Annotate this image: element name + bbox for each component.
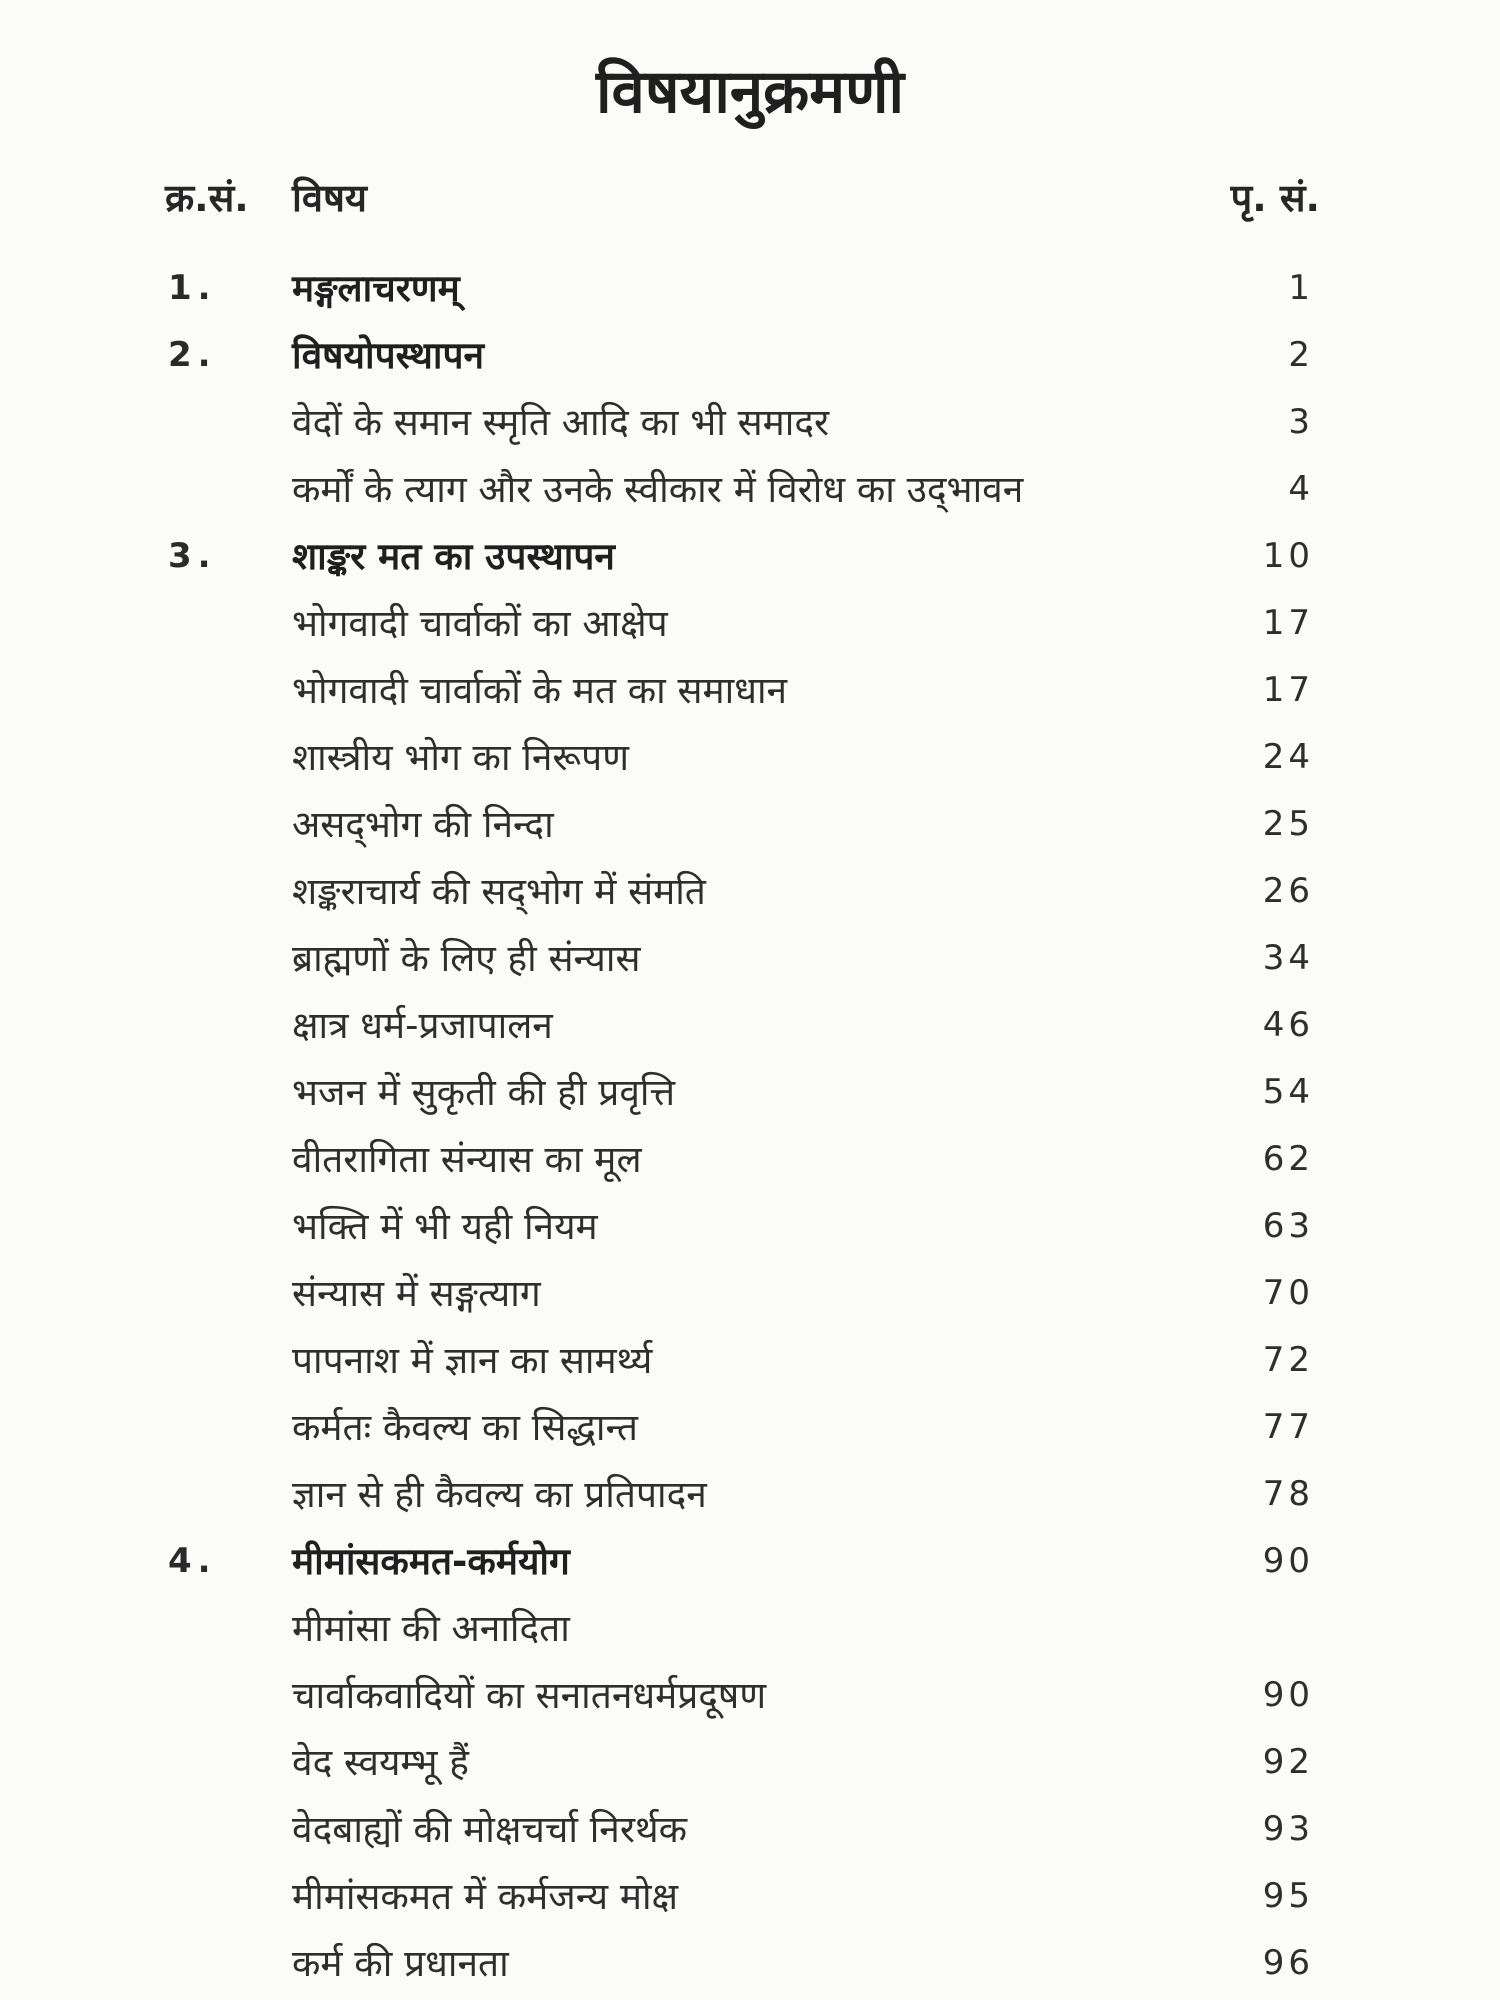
toc-row [0,1930,1500,1997]
toc-row [0,1729,1500,1796]
toc-row [0,992,1500,1059]
toc-chapter-row [0,1528,1500,1595]
header-serial-number: क्र.सं. [165,176,249,220]
toc-page-number: 1 [1288,268,1314,308]
toc-topic: वेद स्वयम्भू हैं [292,1741,469,1784]
toc-list [0,255,1500,1997]
page-title: विषयानुक्रमणी [595,57,905,127]
toc-page-number: 62 [1262,1139,1314,1179]
toc-page-number: 54 [1262,1072,1314,1112]
toc-chapter-row [0,255,1500,322]
toc-page-number: 90 [1262,1675,1314,1715]
toc-row [0,1662,1500,1729]
toc-row [0,1796,1500,1863]
toc-page-number: 96 [1262,1943,1314,1983]
toc-serial-number: 4. [168,1541,217,1581]
toc-row [0,456,1500,523]
toc-page-number: 72 [1262,1340,1314,1380]
toc-topic: पापनाश में ज्ञान का सामर्थ्य [292,1339,653,1382]
toc-page-number: 2 [1288,335,1314,375]
toc-topic: कर्म की प्रधानता [292,1942,509,1985]
toc-topic: वीतरागिता संन्यास का मूल [292,1138,642,1181]
header-topic: विषय [292,176,367,220]
toc-row [0,657,1500,724]
toc-chapter-row [0,523,1500,590]
toc-page-number: 17 [1262,603,1314,643]
toc-topic: वेदबाह्यों की मोक्षचर्चा निरर्थक [292,1808,688,1851]
toc-page-number: 25 [1262,804,1314,844]
toc-topic: शाङ्कर मत का उपस्थापन [292,535,615,578]
toc-topic: भोगवादी चार्वाकों का आक्षेप [292,602,668,645]
toc-row [0,1595,1500,1662]
toc-row [0,858,1500,925]
toc-topic: मीमांसा की अनादिता [292,1607,570,1650]
toc-row [0,389,1500,456]
toc-row [0,925,1500,992]
toc-row [0,1126,1500,1193]
toc-topic: शास्त्रीय भोग का निरूपण [292,736,629,779]
toc-topic: कर्मतः कैवल्य का सिद्धान्त [292,1406,638,1449]
toc-topic: मीमांसकमत में कर्मजन्य मोक्ष [292,1875,679,1918]
toc-page-number: 77 [1262,1407,1314,1447]
toc-page-number: 78 [1262,1474,1314,1514]
toc-chapter-row [0,322,1500,389]
toc-row [0,1059,1500,1126]
toc-topic: भोगवादी चार्वाकों के मत का समाधान [292,669,788,712]
toc-row [0,1327,1500,1394]
toc-topic: मङ्गलाचरणम् [292,267,460,310]
toc-page-number: 70 [1262,1273,1314,1313]
toc-page-number: 10 [1262,536,1314,576]
toc-page-number: 26 [1262,871,1314,911]
toc-serial-number: 2. [168,335,217,375]
toc-topic: ब्राह्मणों के लिए ही संन्यास [292,937,641,980]
toc-page-number: 90 [1262,1541,1314,1581]
toc-topic: कर्मों के त्याग और उनके स्वीकार में विरोध का उद्‌भावन [292,468,1024,511]
toc-row [0,1260,1500,1327]
toc-page-number: 24 [1262,737,1314,777]
toc-serial-number: 3. [168,536,217,576]
toc-topic: शङ्कराचार्य की सद्‌भोग में संमति [292,870,706,913]
toc-row [0,791,1500,858]
toc-row [0,1461,1500,1528]
toc-page-number: 92 [1262,1742,1314,1782]
toc-page-number: 17 [1262,670,1314,710]
toc-topic: संन्यास में सङ्गत्याग [292,1272,541,1315]
toc-topic: भक्ति में भी यही नियम [292,1205,598,1248]
toc-page-number: 46 [1262,1005,1314,1045]
header-page-number: पृ. सं. [1230,176,1320,220]
toc-topic: चार्वाकवादियों का सनातनधर्मप्रदूषण [292,1674,767,1717]
toc-row [0,590,1500,657]
toc-page-number: 93 [1262,1809,1314,1849]
toc-row [0,1193,1500,1260]
toc-topic: क्षात्र धर्म-प्रजापालन [292,1004,553,1047]
toc-row [0,724,1500,791]
toc-topic: भजन में सुकृती की ही प्रवृत्ति [292,1071,676,1114]
toc-page-number: 3 [1288,402,1314,442]
toc-page-number: 95 [1262,1876,1314,1916]
toc-row [0,1394,1500,1461]
toc-page-number: 34 [1262,938,1314,978]
toc-topic: असद्‌भोग की निन्दा [292,803,554,846]
toc-row [0,1863,1500,1930]
toc-page-number: 4 [1288,469,1314,509]
toc-serial-number: 1. [168,268,217,308]
toc-page-number: 63 [1262,1206,1314,1246]
toc-topic: विषयोपस्थापन [292,334,485,377]
toc-topic: ज्ञान से ही कैवल्य का प्रतिपादन [292,1473,707,1516]
toc-topic: मीमांसकमत-कर्मयोग [292,1540,570,1583]
toc-topic: वेदों के समान स्मृति आदि का भी समादर [292,401,830,444]
